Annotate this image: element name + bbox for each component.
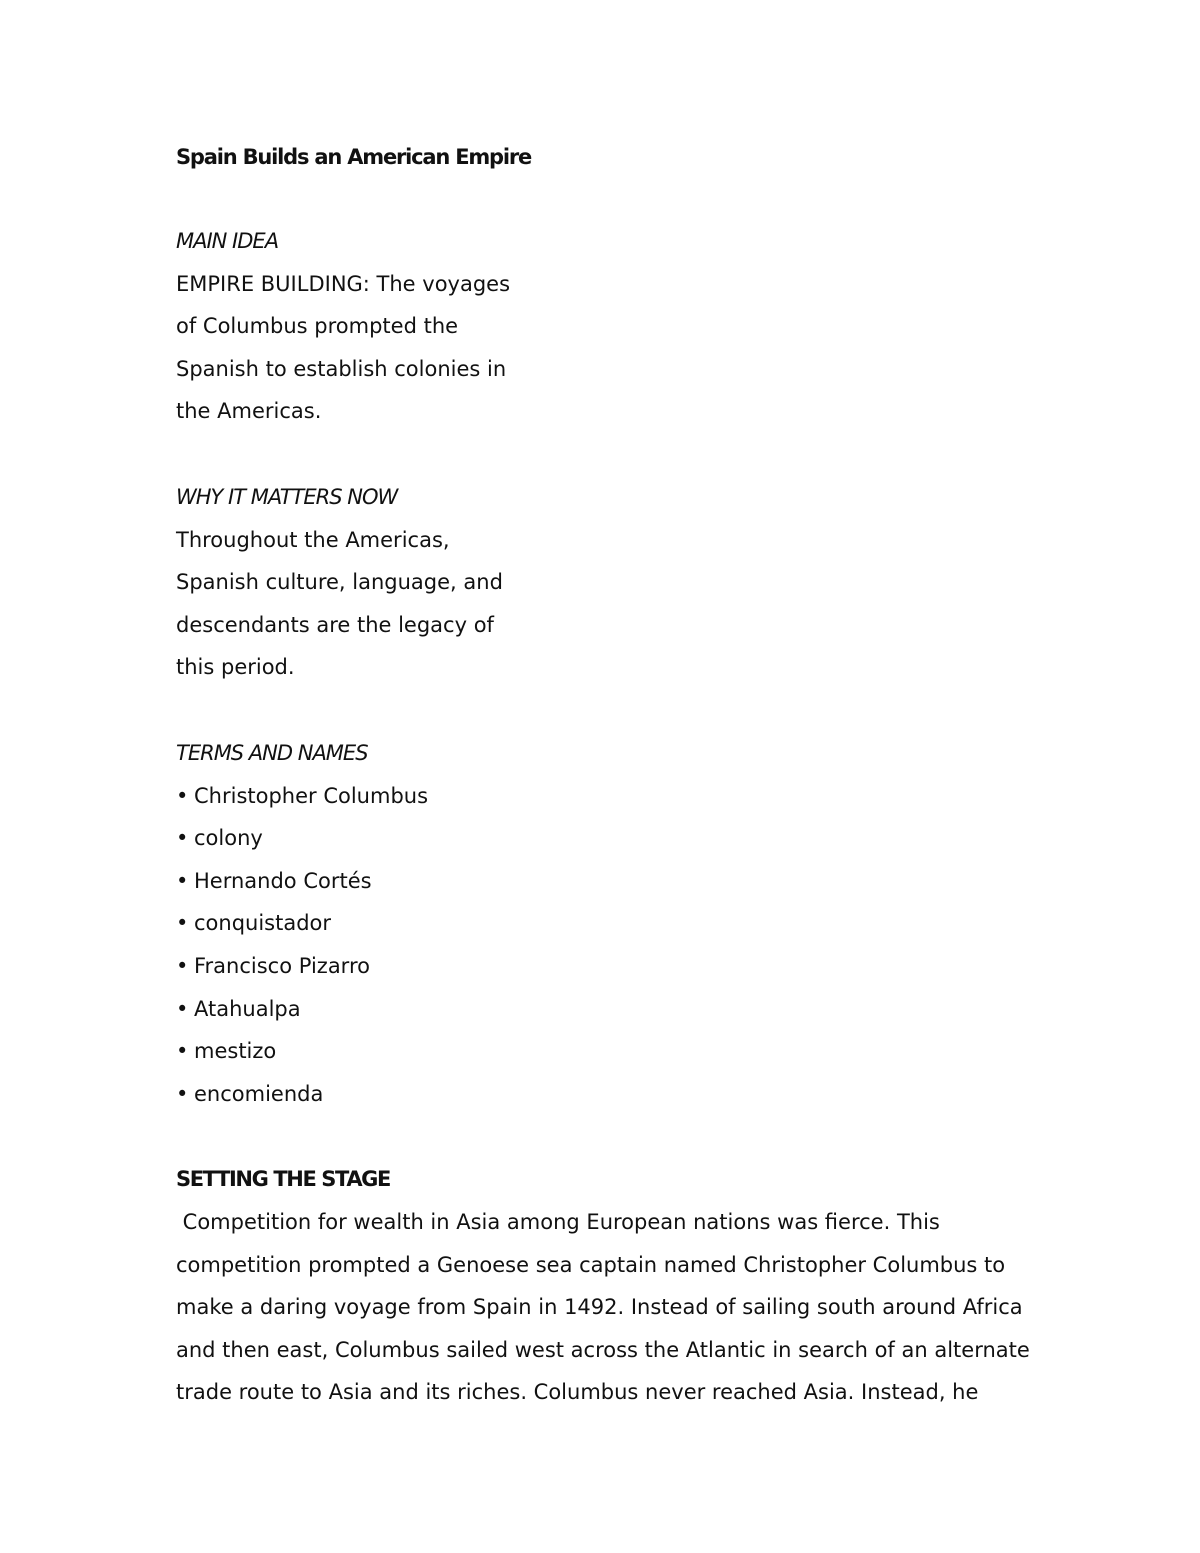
why-it-matters-line: Spanish culture, language, and: [176, 570, 503, 595]
term-item: [176, 775, 536, 818]
bullet-icon: •: [176, 953, 189, 978]
main-idea-heading: MAIN IDEA: [176, 229, 279, 253]
bullet-icon: •: [176, 783, 189, 808]
term-item: [176, 1030, 536, 1073]
term-item: [176, 902, 536, 945]
body-line: competition prompted a Genoese sea captain named Christopher Columbus to: [176, 1252, 1006, 1277]
term-item: [176, 817, 536, 860]
main-idea-line: of Columbus prompted the: [176, 314, 459, 339]
main-idea-line: the Americas.: [176, 399, 322, 424]
bullet-icon: •: [176, 1039, 189, 1064]
term-label: Atahualpa: [194, 996, 301, 1021]
bullet-icon: •: [176, 868, 189, 893]
why-it-matters-heading: WHY IT MATTERS NOW: [176, 485, 398, 509]
term-label: Francisco Pizarro: [194, 953, 370, 978]
term-label: mestizo: [194, 1039, 277, 1064]
setting-the-stage-heading: SETTING THE STAGE: [176, 1167, 390, 1191]
why-it-matters-line: descendants are the legacy of: [176, 612, 494, 637]
bullet-icon: •: [176, 911, 189, 936]
bullet-icon: •: [176, 1081, 189, 1106]
term-label: encomienda: [194, 1081, 324, 1106]
term-item: [176, 860, 536, 903]
term-item: [176, 988, 536, 1031]
body-line: make a daring voyage from Spain in 1492. Instead of sailing south around Africa: [176, 1295, 1023, 1320]
document-title: Spain Builds an American Empire: [176, 145, 532, 169]
body-line: trade route to Asia and its riches. Columbus never reached Asia. Instead, he: [176, 1380, 979, 1405]
setting-the-stage-body: [176, 1201, 1036, 1414]
terms-and-names-heading: TERMS AND NAMES: [176, 741, 368, 765]
terms-list: [176, 775, 536, 1116]
term-label: Christopher Columbus: [194, 783, 429, 808]
term-label: conquistador: [194, 911, 332, 936]
body-line: Competition for wealth in Asia among European nations was fierce. This: [176, 1210, 940, 1234]
term-label: Hernando Cortés: [194, 868, 372, 893]
term-label: colony: [194, 826, 263, 851]
main-idea-line: Spanish to establish colonies in: [176, 356, 507, 381]
why-it-matters-line: this period.: [176, 655, 295, 680]
main-idea-line: EMPIRE BUILDING: The voyages: [176, 271, 511, 296]
body-line: and then east, Columbus sailed west across the Atlantic in search of an alternate: [176, 1337, 1030, 1362]
term-item: [176, 945, 536, 988]
term-item: [176, 1073, 536, 1116]
bullet-icon: •: [176, 826, 189, 851]
bullet-icon: •: [176, 996, 189, 1021]
why-it-matters-section: [176, 476, 536, 689]
terms-and-names-section: [176, 732, 536, 1115]
main-idea-section: [176, 220, 536, 433]
why-it-matters-line: Throughout the Americas,: [176, 527, 450, 552]
